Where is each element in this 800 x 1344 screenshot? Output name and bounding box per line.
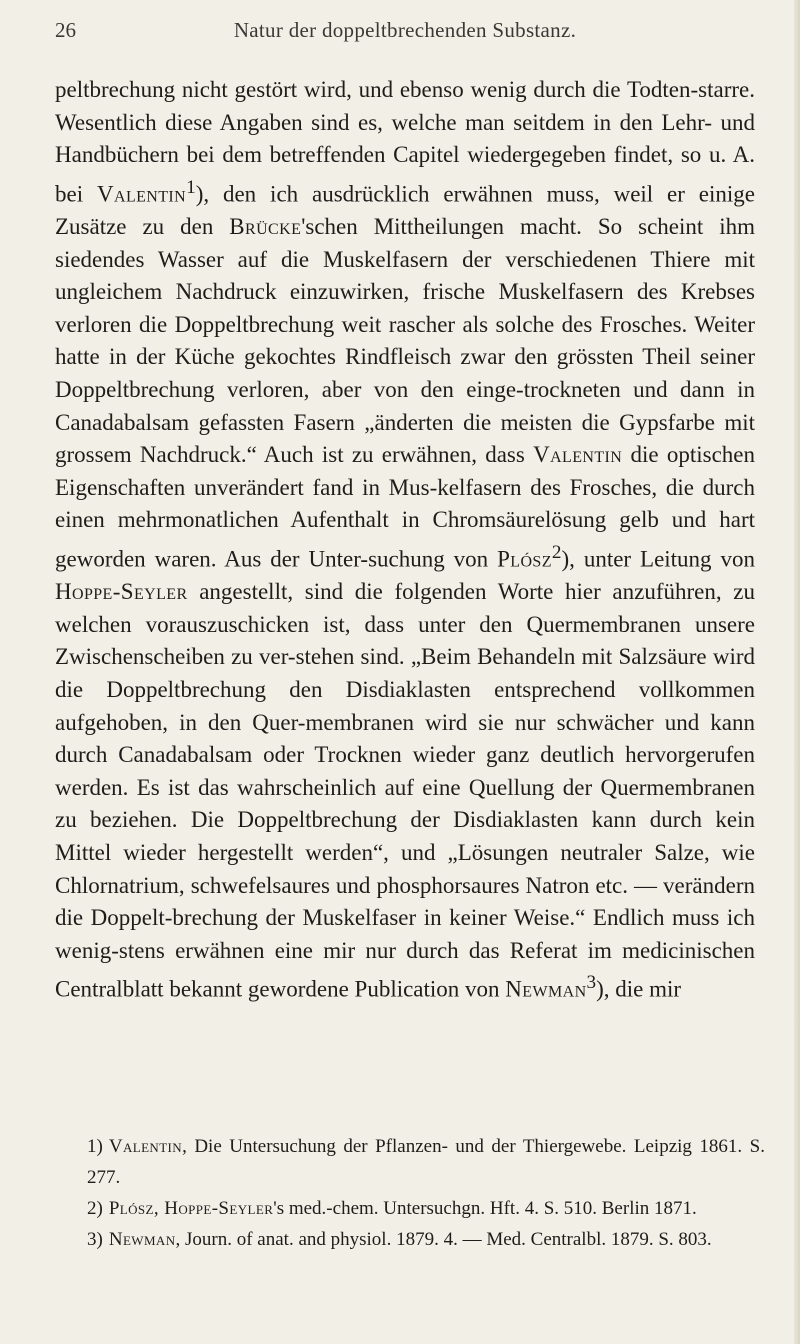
page-header (55, 18, 755, 48)
author-name: Plósz (497, 546, 552, 572)
author-name: Hoppe-Seyler (55, 579, 188, 605)
author-name: Newman (505, 977, 587, 1002)
footnote-2: 2) Plósz, Hoppe-Seyler's med.-chem. Untersuchgn. Hft. 4. S. 510. Berlin 1871. (87, 1198, 697, 1219)
author-name: Valentin (533, 442, 623, 468)
body-text (55, 74, 755, 1007)
author-name: Brücke (229, 214, 302, 240)
page-edge-shadow (794, 0, 800, 1344)
footnotes (55, 1131, 765, 1255)
footnote-ref: 1 (186, 176, 196, 198)
author-name: Valentin (96, 181, 187, 207)
page-number: 26 (55, 18, 76, 42)
running-head: Natur der doppeltbrechenden Substanz. (233, 18, 577, 42)
footnote-author: Plósz, Hoppe-Seyler (108, 1198, 274, 1219)
main-paragraph: peltbrechung nicht gestört wird, und ebenso wenig durch die Todten-starre. Wesentlich diese Angaben sind es, welche man seitdem in den Lehr- und Handbüchern bei dem betreffenden Capitel wiedergegeben findet, so u. A. bei Valentin$^1$), den ich ausdrücklich erwähnen muss, weil er einige Zusätze zu den Brücke'schen Mittheilungen macht. So scheint ihm siedendes Wasser auf die Muskelfasern der verschiedenen Thiere mit ungleichem Nachdruck einzuwirken, frische Muskelfasern des Krebses verloren die Doppeltbrechung weit rascher als solche des Frosches. Weiter hatte in der Küche gekochtes Rindfleisch zwar den grössten Theil seiner Doppeltbrechung verloren, aber von den einge-trockneten und dann in Canadabalsam gefassten Fasern „änderten die meisten die Gypsfarbe mit grossem Nachdruck.“ Auch ist zu erwähnen, dass Valentin die optischen Eigenschaften unverändert fand in Mus-kelfasern des Frosches, die durch einen mehrmonatlichen Aufenthalt in Chromsäurelösung gelb und hart geworden waren. Aus der Unter-suchung von Plósz$^2$), unter Leitung von Hoppe-Seyler angestellt, sind die folgenden Worte hier anzuführen, zu welchen vorauszuschicken ist, dass unter den Quermembranen unsere Zwischenscheiben zu ver-stehen sind. „Beim Behandeln mit Salzsäure wird die Doppeltbrechung den Disdiaklasten entsprechend vollkommen aufgehoben, in den Quer-membranen wird sie nur schwächer und kann durch Canadabalsam oder Trocknen wieder ganz deutlich hervorgerufen werden. Es ist das wahrscheinlich auf eine Quellung der Quermembranen zu beziehen. Die Doppeltbrechung der Disdiaklasten kann durch kein Mittel wieder hergestellt werden“, und „Lösungen neutraler Salze, wie Chlornatrium, schwefelsaures und phosphorsaures Natron etc. — verändern die Doppelt-brechung der Muskelfaser in keiner Weise.“ Endlich muss ich wenig-stens erwähnen eine mir nur durch das Referat im medicinischen Centralblatt bekannt gewordene Publication von Newman$^3$), die mir (55, 77, 755, 1002)
footnote-author: Valentin (108, 1136, 183, 1157)
footnote-ref: 3 (586, 972, 597, 994)
footnote-3: 3) Newman, Journ. of anat. and physiol. 1879. 4. — Med. Centralbl. 1879. S. 803. (87, 1229, 712, 1250)
footnote-1: 1) Valentin, Die Untersuchung der Pflanzen- und der Thiergewebe. Leipzig 1861. S. 277. (87, 1136, 765, 1188)
footnote-ref: 2 (551, 541, 562, 563)
footnote-author: Newman (108, 1229, 176, 1250)
